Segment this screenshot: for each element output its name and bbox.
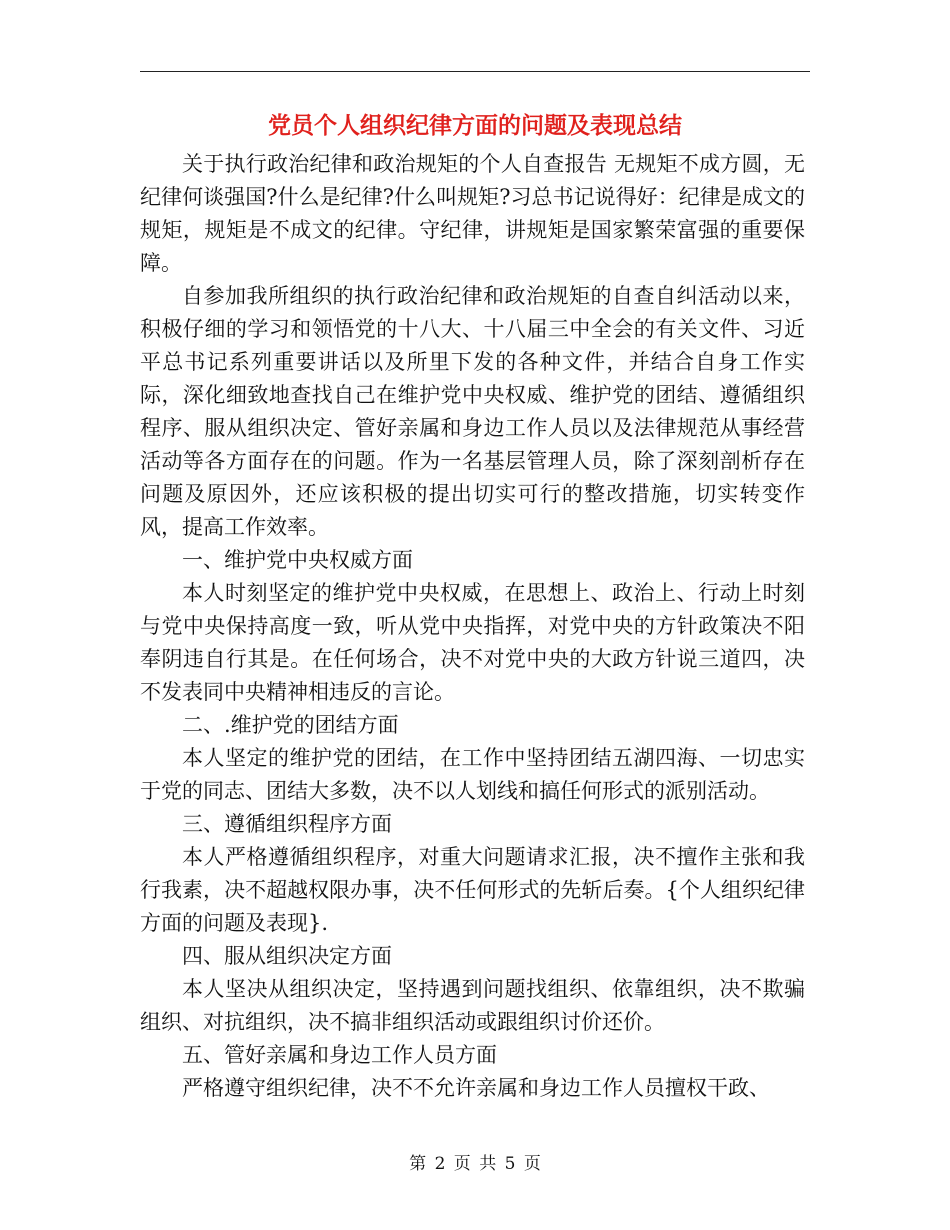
section-heading-1: 一、维护党中央权威方面 xyxy=(182,548,413,572)
document-body xyxy=(140,148,805,1105)
paragraph-section-3: 本人严格遵循组织程序，对重大问题请求汇报，决不擅作主张和我行我素，决不超越权限办事，决不任何形式的先斩后奏。{个人组织纪律方面的问题及表现}. xyxy=(140,845,805,935)
paragraph-section-1: 本人时刻坚定的维护党中央权威，在思想上、政治上、行动上时刻与党中央保持高度一致，听从党中央指挥，对党中央的方针政策决不阳奉阴违自行其是。在任何场合，决不对党中央的大政方针说三道四，决不发表同中央精神相违反的言论。 xyxy=(140,581,805,704)
paragraph-section-2: 本人坚定的维护党的团结，在工作中坚持团结五湖四海、一切忠实于党的同志、团结大多数，决不以人划线和搞任何形式的派别活动。 xyxy=(140,746,805,803)
paragraph-self-check: 自参加我所组织的执行政治纪律和政治规矩的自查自纠活动以来，积极仔细的学习和领悟党的十八大、十八届三中全会的有关文件、习近平总书记系列重要讲话以及所里下发的各种文件，并结合自身工作实际，深化细致地查找自己在维护党中央权威、维护党的团结、遵循组织程序、服从组织决定、管好亲属和身边工作人员以及法律规范从事经营活动等各方面存在的问题。作为一名基层管理人员，除了深刻剖析存在问题及原因外，还应该积极的提出切实可行的整改措施，切实转变作风，提高工作效率。 xyxy=(140,284,805,539)
paragraph-intro: 关于执行政治纪律和政治规矩的个人自查报告 无规矩不成方圆，无纪律何谈强国?什么是纪律?什么叫规矩?习总书记说得好：纪律是成文的规矩，规矩是不成文的纪律。守纪律，讲规矩是国家繁荣富强的重要保障。 xyxy=(140,152,805,275)
section-heading-4: 四、服从组织决定方面 xyxy=(182,944,392,968)
section-heading-3: 三、遵循组织程序方面 xyxy=(182,812,392,836)
header-rule xyxy=(140,71,810,72)
paragraph-section-4: 本人坚决从组织决定，坚持遇到问题找组织、依靠组织，决不欺骗组织、对抗组织，决不搞非组织活动或跟组织讨价还价。 xyxy=(140,977,805,1034)
paragraph-section-5: 严格遵守组织纪律，决不不允许亲属和身边工作人员擅权干政、 xyxy=(182,1076,770,1100)
section-heading-5: 五、管好亲属和身边工作人员方面 xyxy=(182,1043,497,1067)
section-heading-2: 二、.维护党的团结方面 xyxy=(182,713,399,737)
document-title: 党员个人组织纪律方面的问题及表现总结 xyxy=(268,113,682,139)
page-footer: 第 2 页 共 5 页 xyxy=(409,1154,541,1174)
